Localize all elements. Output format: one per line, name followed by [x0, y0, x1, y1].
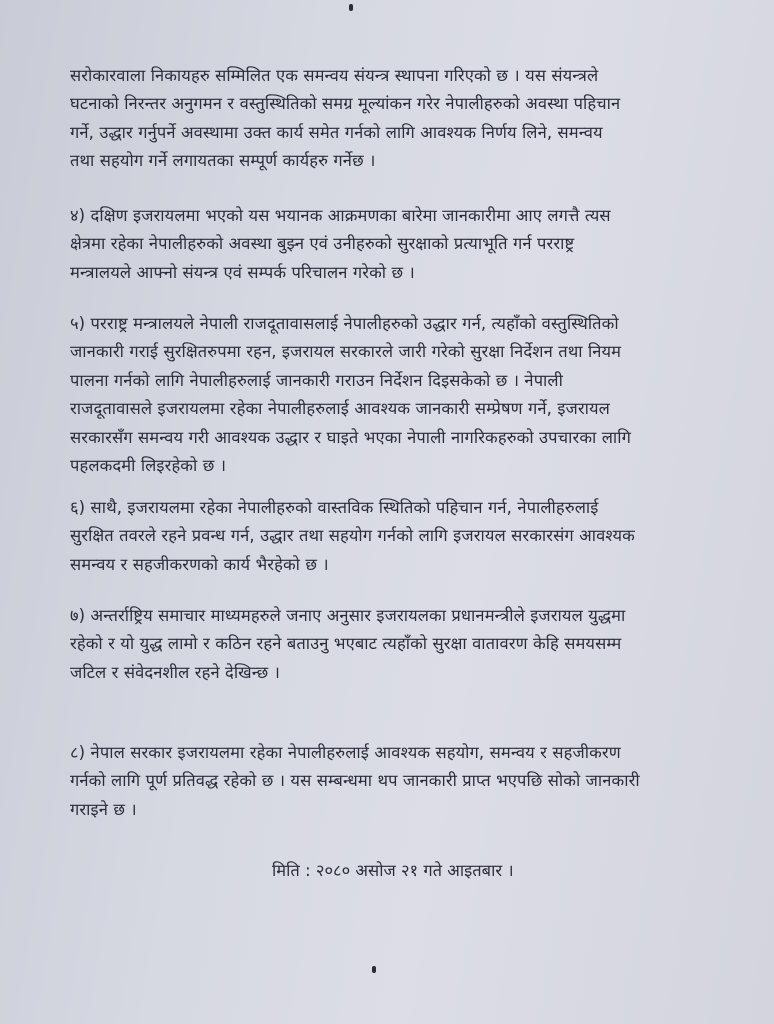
text-line: घटनाको निरन्तर अनुगमन र वस्तुस्थितिको समग्र मूल्यांकन गरेर नेपालीहरुको अवस्था पहिचान [70, 94, 621, 114]
text-line: गर्ने, उद्धार गर्नुपर्ने अवस्थामा उक्त कार्य समेत गर्नको लागि आवश्यक निर्णय लिने, समन्वय [70, 122, 603, 142]
text-line: क्षेत्रमा रहेका नेपालीहरुको अवस्था बुझ्न एवं उनीहरुको सुरक्षाको प्रत्याभूति गर्न परराष्ट्र [70, 234, 575, 254]
paragraph-point-5 [70, 310, 738, 480]
punch-mark-bottom [372, 966, 376, 973]
text-line: ६) साथै, इजरायलमा रहेका नेपालीहरुको वास्तविक स्थितिको पहिचान गर्न, नेपालीहरुलाई [70, 498, 599, 517]
text-line: समन्वय र सहजीकरणको कार्य भैरहेको छ । [70, 554, 329, 574]
text-line: सुरक्षित तवरले रहने प्रवन्ध गर्न, उद्धार तथा सहयोग गर्नको लागि इजरायल सरकारसंग आवश्यक [70, 526, 635, 546]
paragraph-continuation [70, 62, 738, 176]
punch-mark-top [349, 4, 353, 11]
text-line: ८) नेपाल सरकार इजरायलमा रहेका नेपालीहरुलाई आवश्यक सहयोग, समन्वय र सहजीकरण [70, 743, 621, 762]
text-line: पालना गर्नको लागि नेपालीहरुलाई जानकारी गराउन निर्देशन दिइसकेको छ । नेपाली [70, 370, 563, 390]
text-line: गर्नको लागि पूर्ण प्रतिवद्ध रहेको छ । यस सम्बन्धमा थप जानकारी प्राप्त भएपछि सोको जानकारी [70, 771, 640, 791]
text-line: मन्त्रालयले आफ्नो संयन्त्र एवं सम्पर्क परिचालन गरेको छ । [70, 262, 415, 282]
text-line: राजदूतावासले इजरायलमा रहेका नेपालीहरुलाई आवश्यक जानकारी सम्प्रेषण गर्ने, इजरायल [70, 399, 610, 419]
date-line: मिति : २०८० असोज २१ गते आइतबार । [272, 861, 514, 880]
paragraph-point-4 [70, 202, 738, 287]
text-line: ७) अन्तर्राष्ट्रिय समाचार माध्यमहरुले जनाए अनुसार इजरायलका प्रधानमन्त्रीले इजरायल युद्धमा [70, 606, 626, 625]
text-line: तथा सहयोग गर्ने लगायतका सम्पूर्ण कार्यहरु गर्नेछ । [70, 151, 376, 171]
text-line: जानकारी गराई सुरक्षितरुपमा रहन, इजरायल सरकारले जारी गरेको सुरक्षा निर्देशन तथा नियम [70, 342, 622, 362]
text-line: ५) परराष्ट्र मन्त्रालयले नेपाली राजदूतावासलाई नेपालीहरुको उद्धार गर्न, त्यहाँको वस्तुस्थितिको [70, 314, 619, 333]
text-line: सरकारसँग समन्वय गरी आवश्यक उद्धार र घाइते भएका नेपाली नागरिकहरुको उपचारका लागि [70, 427, 631, 447]
paragraph-point-6 [70, 494, 738, 579]
text-line: पहलकदमी लिइरहेको छ । [70, 455, 227, 475]
text-line: गराइने छ । [70, 799, 137, 819]
text-line: सरोकारवाला निकायहरु सम्मिलित एक समन्वय संयन्त्र स्थापना गरिएको छ । यस संयन्त्रले [70, 66, 599, 85]
paragraph-point-8 [70, 739, 738, 824]
text-line: जटिल र संवेदनशील रहने देखिन्छ । [70, 662, 280, 682]
text-line: रहेको र यो युद्ध लामो र कठिन रहने बताउनु भएबाट त्यहाँको सुरक्षा वातावरण केहि समयसम्म [70, 634, 622, 654]
paragraph-point-7 [70, 602, 738, 687]
text-line: ४) दक्षिण इजरायलमा भएको यस भयानक आक्रमणका बारेमा जानकारीमा आए लगत्तै त्यस [70, 206, 611, 225]
